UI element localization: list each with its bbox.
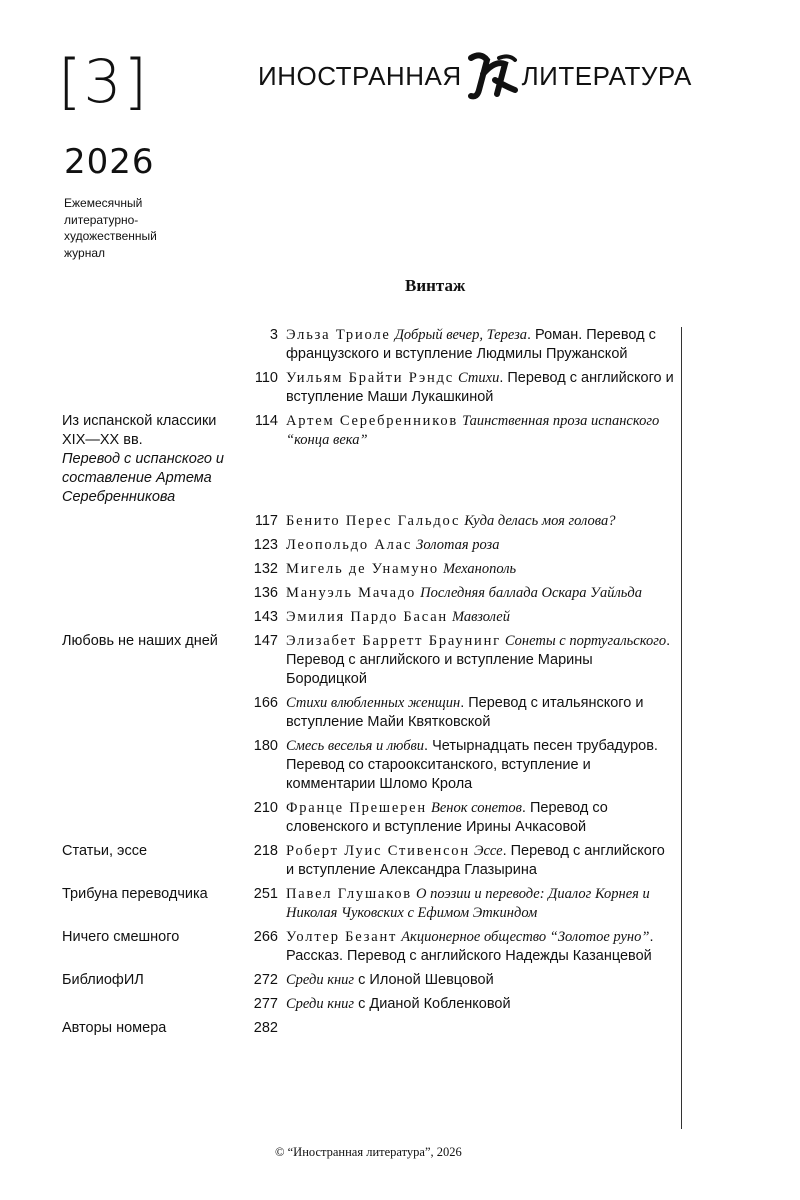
toc-page-number: 166 [253, 695, 278, 711]
toc-row[interactable] [62, 608, 682, 627]
toc-page-number: 272 [253, 972, 278, 988]
logo-text: ИЛ [491, 80, 494, 81]
toc-row[interactable] [62, 694, 682, 732]
rubric-title: Ничего смешного [62, 929, 180, 945]
toc-entry [278, 928, 682, 966]
entry-details: с Илоной Шевцовой [354, 972, 494, 988]
toc-entry [278, 560, 682, 579]
toc-page-number: 210 [253, 800, 278, 816]
entry-author: Мигель де Унамуно [286, 561, 439, 577]
entry-title: Механополь [443, 561, 517, 577]
entry-author: Роберт Луис Стивенсон [286, 843, 470, 859]
toc-entry [278, 1019, 682, 1038]
toc-rubric [62, 412, 244, 507]
toc-row[interactable] [62, 632, 682, 689]
toc-rubric [62, 995, 244, 1014]
toc-page-number: 136 [253, 585, 278, 601]
toc-row[interactable] [62, 512, 682, 531]
entry-title: Среди книг [286, 996, 355, 1012]
toc-rubric [62, 694, 244, 732]
toc-page-number: 3 [269, 327, 278, 343]
masthead-left: ИНОСТРАННАЯ [258, 60, 462, 91]
toc-row[interactable] [62, 412, 682, 507]
entry-details: . Перевод со словенского и вступление Ирины Ачкасовой [286, 800, 608, 835]
entry-details: с Дианой Кобленковой [354, 996, 511, 1012]
toc-rubric [62, 632, 244, 689]
toc-entry [278, 326, 682, 364]
toc-page-number: 114 [254, 413, 278, 429]
entry-author: Элизабет Барретт Браунинг [286, 633, 501, 649]
rubric-title: Любовь не наших дней [62, 633, 218, 649]
toc-row[interactable] [62, 369, 682, 407]
toc-entry [278, 608, 682, 627]
entry-title: Куда делась моя голова? [464, 513, 616, 529]
toc-entry [278, 584, 682, 603]
il-logo-icon [465, 50, 519, 102]
entry-details: . Перевод с английского и вступление Маши Лукашкиной [286, 370, 674, 405]
rubric-title: БиблиофИЛ [62, 972, 144, 988]
journal-description: Ежемесячный литературно-художественный журнал [64, 196, 157, 260]
toc-page-number: 218 [253, 843, 278, 859]
entry-title: Венок сонетов [430, 800, 522, 816]
entry-details: . Перевод с итальянского и вступление Майи Квятковской [286, 695, 644, 730]
toc-rubric [62, 928, 244, 966]
entry-details: . Рассказ. Перевод с английского Надежды Казанцевой [286, 929, 654, 964]
toc-entry [278, 694, 682, 732]
entry-author: Леопольдо Алас [286, 537, 413, 553]
toc-page-number: 117 [254, 513, 278, 529]
entry-details: . Перевод с английского и вступление Александра Глазырина [286, 843, 665, 878]
toc-page-number: 132 [253, 561, 278, 577]
toc-entry [278, 632, 682, 689]
entry-author: Уильям Брайти Рэндс [286, 370, 454, 386]
entry-details: . Роман. Перевод с французского и вступление Людмилы Пружанской [286, 327, 656, 362]
toc-row[interactable] [62, 560, 682, 579]
copyright-footer: © “Иностранная литература”, 2026 [275, 1145, 462, 1159]
toc-row[interactable] [62, 326, 682, 364]
entry-author: Артем Серебренников [286, 413, 459, 429]
toc-rubric [62, 1019, 244, 1038]
issue-year: 2026 [64, 142, 155, 182]
toc-row[interactable] [62, 842, 682, 880]
toc-row[interactable] [62, 737, 682, 794]
entry-title: Стихи [458, 370, 500, 386]
entry-author: Франце Прешерен [286, 800, 427, 816]
toc-rubric [62, 608, 244, 627]
toc-rubric [62, 536, 244, 555]
masthead [258, 50, 692, 102]
toc-rubric [62, 584, 244, 603]
entry-details: . Четырнадцать песен трубадуров. Перевод со староокситанского, вступление и комментарии Шломо Крола [286, 738, 658, 792]
toc-entry [278, 885, 682, 923]
entry-title: Мавзолей [452, 609, 510, 625]
toc-row[interactable] [62, 799, 682, 837]
entry-title: Последняя баллада Оскара Уайльда [420, 585, 642, 601]
entry-author: Мануэль Мачадо [286, 585, 417, 601]
section-title: Винтаж [405, 276, 466, 295]
toc-row[interactable] [62, 995, 682, 1014]
toc-page-number: 110 [254, 370, 278, 386]
entry-author: Эльза Триоле [286, 327, 391, 343]
entry-author: Уолтер Безант [286, 929, 398, 945]
table-of-contents [62, 326, 682, 1043]
entry-author: Эмилия Пардо Басан [286, 609, 448, 625]
toc-page-number: 180 [253, 738, 278, 754]
toc-rubric [62, 971, 244, 990]
toc-entry [278, 369, 682, 407]
toc-row[interactable] [62, 928, 682, 966]
entry-title: Стихи влюбленных женщин [286, 695, 461, 711]
issue-number: [3] [58, 47, 149, 117]
toc-entry [278, 995, 682, 1014]
toc-entry [278, 799, 682, 837]
toc-entry [278, 737, 682, 794]
toc-row[interactable] [62, 885, 682, 923]
rubric-title: Статьи, эссе [62, 843, 148, 859]
toc-page-number: 143 [253, 609, 278, 625]
entry-title: Таинственная проза испанского “конца века” [286, 413, 660, 448]
rubric-title: Трибуна переводчика [62, 886, 208, 902]
toc-page-number: 123 [253, 537, 278, 553]
toc-rubric [62, 326, 244, 364]
toc-row[interactable] [62, 584, 682, 603]
toc-row[interactable] [62, 536, 682, 555]
toc-entry [278, 536, 682, 555]
toc-rubric [62, 369, 244, 407]
toc-page-number: 251 [253, 886, 278, 902]
toc-rubric [62, 842, 244, 880]
toc-rubric [62, 737, 244, 794]
toc-row[interactable] [62, 1019, 682, 1038]
toc-rubric [62, 885, 244, 923]
rubric-editor: Перевод с испанского и составление Артема Серебренникова [62, 451, 224, 505]
entry-author: Бенито Перес Гальдос [286, 513, 461, 529]
toc-entry [278, 842, 682, 880]
toc-entry [278, 971, 682, 990]
entry-details: . Перевод с английского и вступление Марины Бородицкой [286, 633, 671, 687]
entry-title: Смесь веселья и любви [286, 738, 425, 754]
toc-entry [278, 512, 682, 531]
toc-entry [278, 412, 682, 507]
toc-page-number: 266 [253, 929, 278, 945]
entry-title: Добрый вечер, Тереза [394, 327, 527, 343]
toc-page-number: 277 [253, 996, 278, 1012]
entry-title: О поэзии и переводе: Диалог Корнея и Николая Чуковских с Ефимом Эткиндом [286, 886, 650, 921]
entry-title: Акционерное общество “Золотое руно” [401, 929, 650, 945]
toc-rubric [62, 560, 244, 579]
rubric-title: Из испанской классики XIX—XX вв. [62, 413, 217, 448]
rubric-title: Авторы номера [62, 1020, 167, 1036]
entry-title: Сонеты с португальского [504, 633, 667, 649]
toc-row[interactable] [62, 971, 682, 990]
toc-page-number: 282 [253, 1020, 278, 1036]
entry-title: Золотая роза [416, 537, 500, 553]
toc-page-number: 147 [253, 633, 278, 649]
entry-author: Павел Глушаков [286, 886, 412, 902]
toc-rubric [62, 799, 244, 837]
masthead-right: ЛИТЕРАТУРА [521, 60, 692, 91]
entry-title: Эссе [473, 843, 503, 859]
toc-rubric [62, 512, 244, 531]
entry-title: Среди книг [286, 972, 355, 988]
